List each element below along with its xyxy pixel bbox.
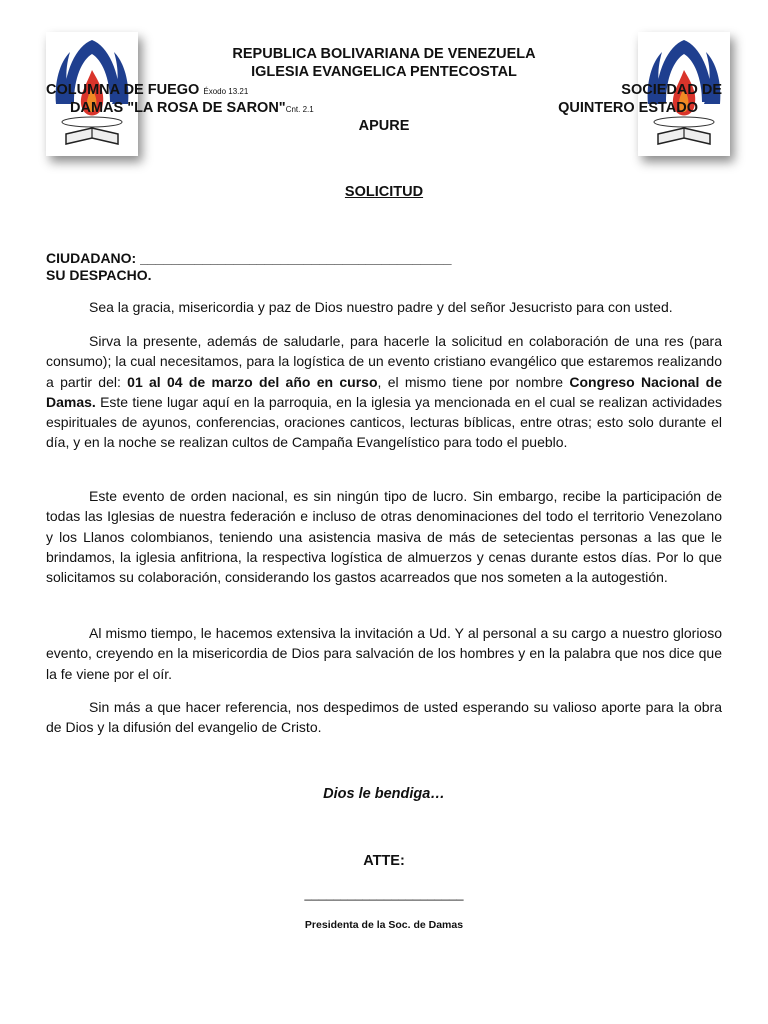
header-church: IGLESIA EVANGELICA PENTECOSTAL bbox=[251, 64, 517, 80]
header-republic: REPUBLICA BOLIVARIANA DE VENEZUELA bbox=[232, 46, 536, 62]
event-dates: 01 al 04 de marzo del año en curso bbox=[127, 373, 378, 390]
addressee-line: CIUDADANO: ________________________________________ bbox=[46, 250, 452, 266]
header-right-line2: QUINTERO ESTADO bbox=[558, 100, 698, 116]
addressee-despacho: SU DESPACHO. bbox=[46, 267, 152, 283]
paragraph-request: Sirva la presente, además de saludarle, para hacerle la solicitud en colaboración de una res (para consumo); la cual necesitamos, para la logística de un evento cristiano evangélico que estaremos realizando a partir del: 01 al 04 de marzo del año en curso, el mismo tiene por nombre Congreso Nacional de Damas. Este tiene lugar aquí en la parroquia, en la iglesia ya mencionada en el cual se realizan actividades espirituales de ayunos, conferencias, oraciones canticos, lecturas bíblicas, entre otras; esto solo durante el día, y en la noche se realizan cultos de Campaña Evangelístico para todo el pueblo. bbox=[46, 333, 722, 451]
header-left-line2 bbox=[70, 100, 314, 116]
paragraph-event: Este evento de orden nacional, es sin ningún tipo de lucro. Sin embargo, recibe la participación de todas las Iglesias de nuestra federación e incluso de otras denominaciones del todo el territorio Venezolano y los Llanos colombianos, teniendo una asistencia masiva de más de setecientas personas a las que le brindamos, la iglesia anfitriona, la respectiva logística de almuerzos y cenas durante estos días. Por lo que solicitamos su colaboración, considerando los gastos acarreados que nos someten a la autogestión. bbox=[46, 488, 722, 586]
header-damas: DAMAS "LA ROSA DE SARON" bbox=[70, 100, 286, 116]
blessing: Dios le bendiga… bbox=[323, 786, 445, 802]
header-apure: APURE bbox=[358, 118, 410, 134]
document-title: SOLICITUD bbox=[344, 184, 424, 200]
header-cantares-ref: Cnt. 2.1 bbox=[285, 105, 314, 114]
event-name: Congreso Nacional de Damas. bbox=[46, 373, 722, 410]
signature-line: ______________________ bbox=[304, 886, 464, 901]
paragraph-greeting: Sea la gracia, misericordia y paz de Dios nuestro padre y del señor Jesucristo para con usted. bbox=[89, 299, 673, 315]
header-left-line1 bbox=[46, 82, 248, 98]
signer-title: Presidenta de la Soc. de Damas bbox=[304, 919, 464, 931]
header-exodo-ref: Éxodo 13.21 bbox=[203, 87, 249, 96]
header-right-line1: SOCIEDAD DE bbox=[621, 82, 722, 98]
atte-label: ATTE: bbox=[363, 853, 405, 869]
paragraph-farewell: Sin más a que hacer referencia, nos despedimos de usted esperando su valioso aporte para la obra de Dios y la difusión del evangelio de Cristo. bbox=[46, 699, 722, 736]
header-columna: COLUMNA DE FUEGO bbox=[46, 82, 200, 98]
paragraph-invitation: Al mismo tiempo, le hacemos extensiva la invitación a Ud. Y al personal a su cargo a nuestro glorioso evento, creyendo en la misericordia de Dios para salvación de los hombres y en la palabra que nos dice que la fe viene por el oír. bbox=[46, 625, 722, 682]
